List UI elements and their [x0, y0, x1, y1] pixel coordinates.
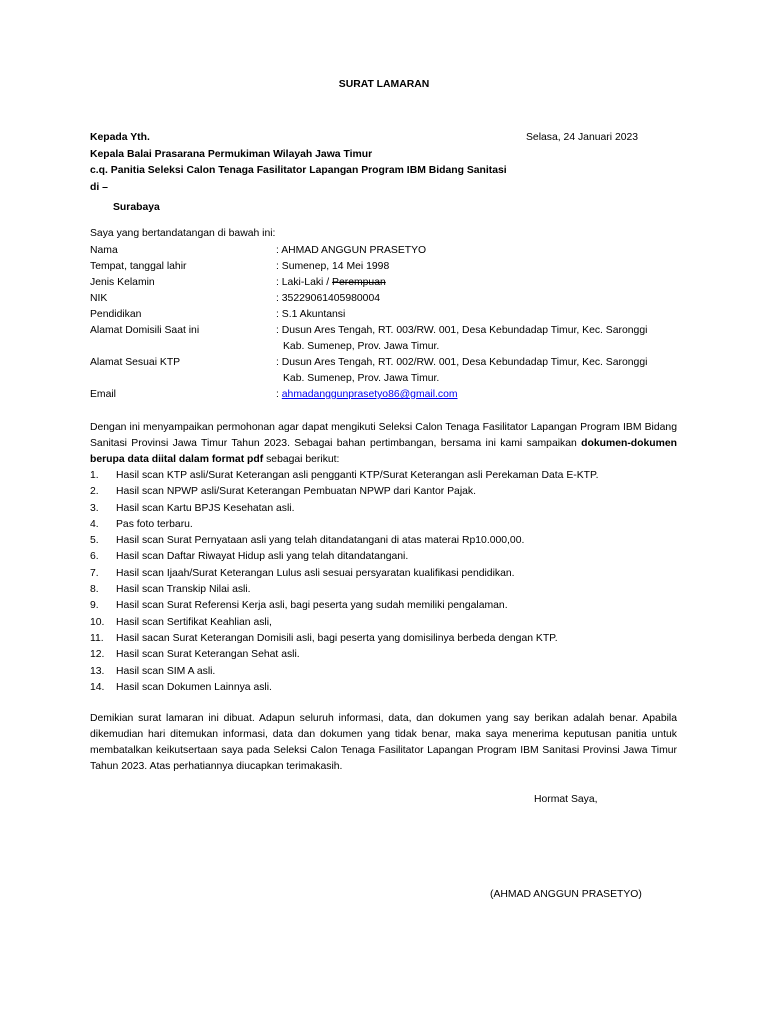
- info-value: [276, 323, 690, 355]
- email-colon: :: [276, 389, 282, 400]
- list-number: 1.: [90, 470, 99, 481]
- list-text: Hasil scan Ijaah/Surat Keterangan Lulus asli sesuai persyaratan kualifikasi pendidikan.: [116, 567, 515, 579]
- ktp-address: : Dusun Ares Tengah, RT. 002/RW. 001, Desa Kebundadap Timur, Kec. Saronggi: [276, 357, 648, 368]
- info-row-nik: [90, 291, 690, 307]
- info-value: [276, 355, 690, 387]
- list-number: 13.: [90, 665, 105, 677]
- list-number: 3.: [90, 502, 99, 514]
- list-number: 6.: [90, 551, 99, 563]
- domicile-address-cont: Kab. Sumenep, Prov. Jawa Timur.: [283, 341, 440, 352]
- info-row-gender: [90, 275, 690, 291]
- info-value: : 35229061405980004: [276, 293, 381, 304]
- list-text: Pas foto terbaru.: [116, 518, 193, 530]
- list-item: [90, 615, 680, 631]
- info-label: NIK: [90, 293, 108, 304]
- info-row-domicile: [90, 323, 690, 355]
- request-paragraph: [90, 420, 677, 468]
- gender-struck-option: Perempuan: [332, 277, 386, 288]
- closing-paragraph: Demikian surat lamaran ini dibuat. Adapun seluruh informasi, data, dan dokumen yang say berikan adalah benar. Apabila dikemudian hari ditemukan informasi, data dan dokumen yang tidak benar, maka saya menerima keputusan panitia untuk membatalkan keikutsertaan saya pada Seleksi Calon Tenaga Fasilitator Lapangan Program IBM Sanitasi Provinsi Jawa Timur Tahun 2023. Atas perhatiannya diucapkan terimakasih.: [90, 713, 677, 772]
- closing-salutation: Hormat Saya,: [534, 794, 598, 805]
- document-list: [90, 468, 680, 696]
- info-label: Alamat Sesuai KTP: [90, 357, 181, 368]
- list-item: [90, 517, 680, 533]
- info-row-education: [90, 307, 690, 323]
- list-number: 5.: [90, 535, 99, 547]
- list-text: Hasil scan NPWP asli/Surat Keterangan Pembuatan NPWP dari Kantor Pajak.: [116, 486, 476, 498]
- list-number: 12.: [90, 649, 105, 661]
- info-label: Nama: [90, 245, 118, 256]
- recipient-greeting: Kepada Yth.: [90, 132, 150, 143]
- recipient-committee: c.q. Panitia Seleksi Calon Tenaga Fasilitator Lapangan Program IBM Bidang Sanitasi: [90, 165, 507, 176]
- list-text: Hasil scan Transkip Nilai asli.: [116, 584, 251, 596]
- list-item: [90, 468, 680, 484]
- list-item: [90, 664, 680, 680]
- list-item: [90, 549, 680, 565]
- list-number: 9.: [90, 600, 99, 612]
- info-label: Pendidikan: [90, 309, 142, 320]
- info-label: Alamat Domisili Saat ini: [90, 325, 200, 336]
- info-row-ttl: [90, 259, 690, 275]
- recipient-city: Surabaya: [113, 202, 160, 213]
- letter-date: Selasa, 24 Januari 2023: [526, 132, 639, 143]
- info-row-nama: [90, 243, 690, 259]
- list-number: 14.: [90, 681, 105, 693]
- list-text: Hasil scan Daftar Riwayat Hidup asli yang telah ditandatangani.: [116, 551, 409, 563]
- info-value: : AHMAD ANGGUN PRASETYO: [276, 245, 427, 256]
- info-label: Tempat, tanggal lahir: [90, 261, 187, 272]
- list-text: Hasil scan Dokumen Lainnya asli.: [116, 681, 272, 693]
- list-number: 2.: [90, 486, 99, 498]
- info-value: [276, 275, 690, 291]
- info-label: Jenis Kelamin: [90, 277, 155, 288]
- list-number: 8.: [90, 584, 99, 596]
- signature-name: (AHMAD ANGGUN PRASETYO): [490, 889, 642, 900]
- list-item: [90, 647, 680, 663]
- list-item: [90, 631, 680, 647]
- request-text: Dengan ini menyampaikan permohonan agar dapat mengikuti Seleksi Calon Tenaga Fasilitator Lapangan Program IBM Bidang Sanitasi Provinsi Jawa Timur Tahun 2023. Sebagai bahan pertimbangan, bersama ini kami sampaikan: [90, 422, 677, 449]
- info-value: [276, 387, 690, 403]
- list-text: Hasil scan Surat Referensi Kerja asli, bagi peserta yang sudah memiliki pengalaman.: [116, 600, 508, 612]
- list-item: [90, 501, 680, 517]
- list-text: Hasil scan Surat Pernyataan asli yang telah ditandatangani di atas materai Rp10.000,00.: [116, 535, 525, 547]
- info-value: : Sumenep, 14 Mei 1998: [276, 261, 390, 272]
- intro-text: Saya yang bertandatangan di bawah ini:: [90, 228, 276, 239]
- list-text: Hasil scan Kartu BPJS Kesehatan asli.: [116, 502, 295, 514]
- list-item: [90, 582, 680, 598]
- list-item: [90, 680, 680, 696]
- list-item: [90, 484, 680, 500]
- email-link[interactable]: ahmadanggunprasetyo86@gmail.com: [281, 389, 458, 400]
- info-row-ktp-address: [90, 355, 690, 387]
- list-item: [90, 598, 680, 614]
- list-text: Hasil sacan Surat Keterangan Domisili asli, bagi peserta yang domisilinya berbeda dengan KTP.: [116, 632, 558, 644]
- list-number: 10.: [90, 616, 105, 628]
- list-number: 11.: [90, 632, 104, 644]
- gender-value: : Laki-Laki /: [276, 277, 333, 288]
- info-row-email: [90, 387, 690, 403]
- recipient-institution: Kepala Balai Prasarana Permukiman Wilayah Jawa Timur: [90, 148, 373, 160]
- list-text: Hasil scan SIM A asli.: [116, 665, 216, 677]
- list-item: [90, 566, 680, 582]
- ktp-address-cont: Kab. Sumenep, Prov. Jawa Timur.: [283, 373, 440, 384]
- info-value: : S.1 Akuntansi: [276, 309, 346, 320]
- list-text: Hasil scan KTP asli/Surat Keterangan asli pengganti KTP/Surat Keterangan asli Perekaman Data E-KTP.: [116, 470, 599, 481]
- request-text-end: sebagai berikut:: [263, 454, 340, 465]
- applicant-info: [90, 243, 690, 403]
- domicile-address: : Dusun Ares Tengah, RT. 003/RW. 001, Desa Kebundadap Timur, Kec. Saronggi: [276, 325, 648, 336]
- letter-title: SURAT LAMARAN: [338, 79, 430, 90]
- list-item: [90, 533, 680, 549]
- request-bold-text: dokumen-dokumen berupa data diital dalam format pdf: [90, 438, 677, 465]
- info-label: Email: [90, 389, 116, 400]
- list-text: Hasil scan Sertifikat Keahlian asli,: [116, 616, 272, 628]
- recipient-block: [90, 130, 507, 217]
- list-number: 4.: [90, 518, 99, 530]
- list-text: Hasil scan Surat Keterangan Sehat asli.: [116, 649, 300, 661]
- list-number: 7.: [90, 567, 99, 579]
- recipient-di: di –: [90, 181, 108, 193]
